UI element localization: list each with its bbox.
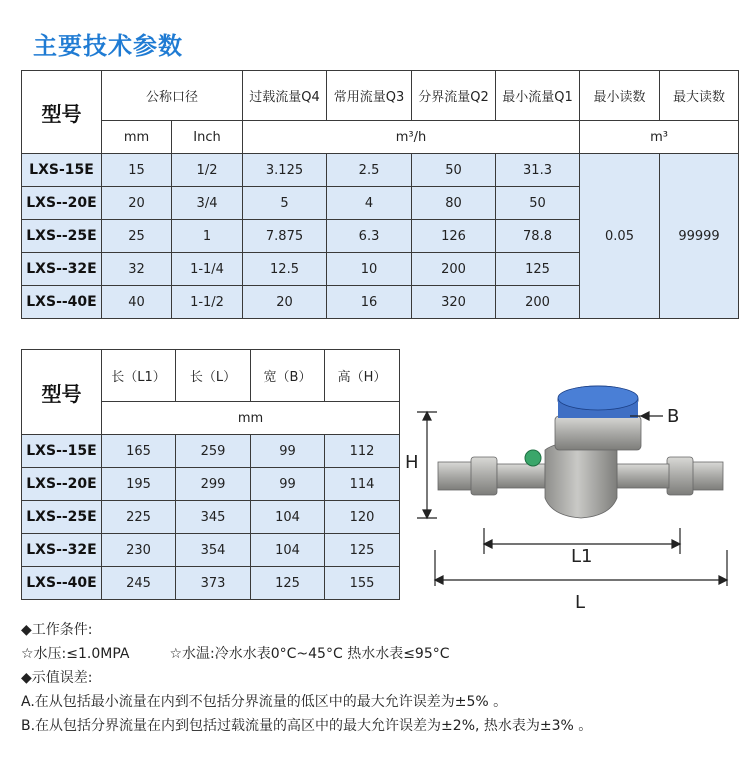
b-cell: 99 [251,435,325,468]
h-cell: 114 [325,468,400,501]
flow-spec-table [21,70,739,319]
mm-cell: 40 [102,286,172,319]
model-cell: LXS--32E [22,534,102,567]
water-meter-drawing [405,370,745,620]
q3-cell: 2.5 [327,154,412,187]
inch-cell: 1-1/4 [172,253,243,286]
q4-cell: 5 [243,187,327,220]
table-row [22,567,400,600]
q4-cell: 7.875 [243,220,327,253]
q2-cell: 126 [412,220,496,253]
q1-cell: 78.8 [496,220,580,253]
q3-cell: 10 [327,253,412,286]
l-cell: 345 [176,501,251,534]
model-header: 型号 [22,71,102,154]
mm-cell: 15 [102,154,172,187]
b-header: 宽（B） [251,350,325,402]
h-label: H [405,452,419,473]
mm-cell: 20 [102,187,172,220]
model-cell: LXS--25E [22,220,102,253]
q3-cell: 16 [327,286,412,319]
q1-header: 最小流量Q1 [496,71,580,121]
register-housing [555,416,641,450]
inch-cell: 1/2 [172,154,243,187]
b-arrow [641,412,649,420]
h-cell: 125 [325,534,400,567]
l-cell: 373 [176,567,251,600]
q2-cell: 200 [412,253,496,286]
water-meter-diagram [405,370,745,620]
h-bottom-arrow [423,510,431,518]
max-reading-value: 99999 [660,154,739,319]
left-pipe [497,464,545,488]
q4-cell: 3.125 [243,154,327,187]
mm-cell: 25 [102,220,172,253]
inch-cell: 1 [172,220,243,253]
table-row [22,468,400,501]
l1-cell: 245 [102,567,176,600]
l1-cell: 230 [102,534,176,567]
min-reading-value: 0.05 [580,154,660,319]
q4-header: 过载流量Q4 [243,71,327,121]
unit-mm: mm [102,121,172,154]
inch-cell: 1-1/2 [172,286,243,319]
l-left-arrow [435,576,443,584]
model-cell: LXS--15E [22,435,102,468]
q2-cell: 320 [412,286,496,319]
l-cell: 299 [176,468,251,501]
l1-cell: 165 [102,435,176,468]
q3-header: 常用流量Q3 [327,71,412,121]
q2-cell: 50 [412,154,496,187]
model-cell: LXS--40E [22,567,102,600]
notes-section [21,618,592,738]
table-row [22,154,739,187]
table-row [22,435,400,468]
unit-flow: m³/h [243,121,580,154]
q2-cell: 80 [412,187,496,220]
model-cell: LXS--25E [22,501,102,534]
b-label: B [667,406,680,427]
l-right-arrow [719,576,727,584]
model-cell: LXS--20E [22,187,102,220]
error-note-b: B.在从包括分界流量在内到包括过载流量的高区中的最大允许误差为±2%, 热水表为±3% 。 [21,718,593,734]
dimension-table [21,349,400,600]
model-cell: LXS--32E [22,253,102,286]
l1-cell: 225 [102,501,176,534]
l-label: L [575,592,586,613]
h-top-arrow [423,412,431,420]
pressure-note: ☆水压:≤1.0MPA [21,646,130,662]
model-cell: LXS--40E [22,286,102,319]
h-cell: 112 [325,435,400,468]
b-cell: 104 [251,534,325,567]
b-cell: 104 [251,501,325,534]
l1-label: L1 [571,546,593,567]
h-cell: 120 [325,501,400,534]
l1-left-arrow [484,540,492,548]
nominal-diameter-header: 公称口径 [102,71,243,121]
q4-cell: 12.5 [243,253,327,286]
l1-right-arrow [672,540,680,548]
min-reading-header: 最小读数 [580,71,660,121]
b-cell: 99 [251,468,325,501]
mm-cell: 32 [102,253,172,286]
q1-cell: 125 [496,253,580,286]
q1-cell: 50 [496,187,580,220]
h-cell: 155 [325,567,400,600]
unit-mm: mm [102,402,400,435]
right-pipe [617,464,669,488]
l1-header: 长（L1） [102,350,176,402]
error-note-a: A.在从包括最小流量在内到不包括分界流量的低区中的最大允许误差为±5% 。 [21,694,508,710]
green-seal [525,450,541,466]
model-cell: LXS--20E [22,468,102,501]
right-nut [667,457,693,495]
q2-header: 分界流量Q2 [412,71,496,121]
q1-cell: 31.3 [496,154,580,187]
temperature-note: ☆水温:冷水水表0°C~45°C 热水水表≤95°C [169,646,450,662]
work-conditions-heading: ◆工作条件: [21,622,93,638]
unit-volume: m³ [580,121,739,154]
meter-body [545,442,617,518]
l-cell: 259 [176,435,251,468]
table-row [22,501,400,534]
l1-cell: 195 [102,468,176,501]
model-cell: LXS-15E [22,154,102,187]
h-header: 高（H） [325,350,400,402]
q4-cell: 20 [243,286,327,319]
error-heading: ◆示值误差: [21,670,93,686]
b-cell: 125 [251,567,325,600]
unit-inch: Inch [172,121,243,154]
q3-cell: 4 [327,187,412,220]
model-header: 型号 [22,350,102,435]
l-cell: 354 [176,534,251,567]
table-row [22,534,400,567]
inch-cell: 3/4 [172,187,243,220]
conditions-line [21,642,592,666]
meter-cap-top [558,386,638,410]
left-nut [471,457,497,495]
max-reading-header: 最大读数 [660,71,739,121]
q3-cell: 6.3 [327,220,412,253]
q1-cell: 200 [496,286,580,319]
page-title: 主要技术参数 [33,32,183,60]
l-header: 长（L） [176,350,251,402]
